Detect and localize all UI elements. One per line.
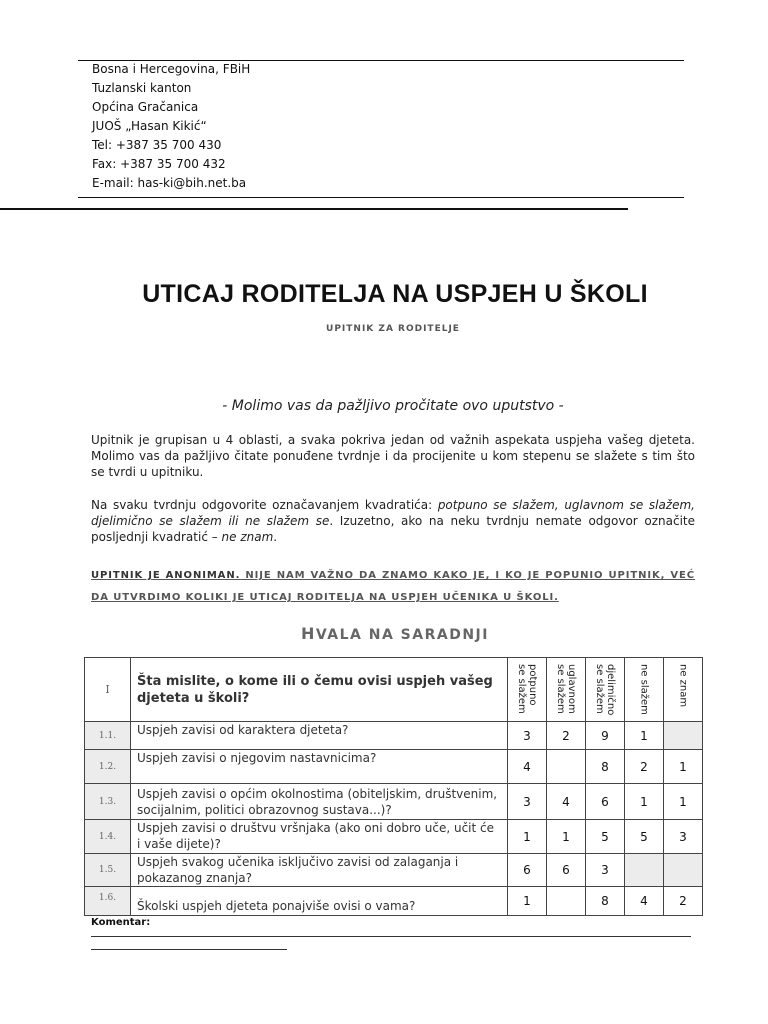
header-mostly-agree-label: uglavnom se slažem [555, 664, 577, 714]
table-row [85, 784, 703, 820]
answer-cell[interactable]: 2 [664, 887, 703, 916]
comment-line-2[interactable] [91, 949, 287, 950]
answer-cell[interactable]: 1 [508, 887, 547, 916]
answer-cell[interactable]: 3 [508, 784, 547, 820]
answer-cell[interactable]: 2 [625, 750, 664, 784]
header-line-fax: Fax: +387 35 700 432 [92, 157, 226, 171]
row-number: 1.4. [85, 820, 131, 854]
answer-cell[interactable]: 9 [586, 722, 625, 750]
table-row [85, 750, 703, 784]
section-question: Šta mislite, o kome ili o čemu ovisi uspjeh vašeg djeteta u školi? [131, 658, 508, 722]
answer-cell[interactable] [664, 854, 703, 887]
intro-paragraph: Upitnik je grupisan u 4 oblasti, a svaka pokriva jedan od važnih aspekata uspjeha vašeg djeteta. Molimo vas da pažljivo čitate ponuđene tvrdnje i da procijenite u kom stepenu se slažete s tim što se tvrdi u upitniku. [91, 433, 695, 479]
header-dont-know [664, 658, 703, 722]
survey-table [84, 657, 703, 916]
para2-dont-know: ne znam [221, 530, 274, 544]
header-divider-rule [0, 208, 628, 210]
answer-cell[interactable]: 1 [508, 820, 547, 854]
answer-cell[interactable]: 1 [664, 750, 703, 784]
answer-cell[interactable]: 5 [586, 820, 625, 854]
table-header-row [85, 658, 703, 722]
answer-cell[interactable]: 3 [586, 854, 625, 887]
para2-text-end: . [273, 530, 278, 544]
answer-cell[interactable]: 6 [586, 784, 625, 820]
header-partly-agree [586, 658, 625, 722]
answer-cell[interactable]: 3 [508, 722, 547, 750]
header-mostly-agree [547, 658, 586, 722]
answer-cell[interactable]: 5 [625, 820, 664, 854]
row-question: Uspjeh zavisi o društvu vršnjaka (ako oni dobro uče, učit će i vaše dijete)? [131, 820, 508, 854]
header-fully-agree [508, 658, 547, 722]
answer-cell[interactable]: 8 [586, 750, 625, 784]
anonymity-text: NIJE NAM VAŽNO DA ZNAMO KAKO JE, I KO JE POPUNIO UPITNIK, VEĆ DA UTVRDIMO KOLIKI JE UTICAJ RODITELJA NA USPJEH UČENIKA U ŠKOLI. [91, 570, 695, 603]
anonymity-note [91, 565, 695, 609]
header-line-school: JUOŠ „Hasan Kikić“ [92, 119, 207, 133]
header-dont-know-label: ne znam [677, 664, 689, 708]
answer-instructions-paragraph [91, 497, 695, 545]
answer-cell[interactable]: 6 [508, 854, 547, 887]
row-number: 1.5. [85, 854, 131, 887]
para2-options: potpuno se slažem, uglavnom se slažem, djelimično se slažem ili ne slažem se [91, 498, 695, 528]
para2-text-middle: . Izuzetno, ako na neku tvrdnju nemate odgovor označite posljednji kvadratić – [91, 514, 696, 544]
row-question: Uspjeh zavisi o njegovim nastavnicima? [131, 750, 508, 784]
header-line-municipality: Općina Gračanica [92, 100, 199, 114]
para2-text-before: Na svaku tvrdnju odgovorite označavanjem kvadratića: [91, 498, 438, 512]
answer-cell[interactable]: 8 [586, 887, 625, 916]
comment-label: Komentar: [91, 917, 151, 928]
row-question: Uspjeh zavisi od karaktera djeteta? [131, 722, 508, 750]
answer-cell[interactable]: 1 [625, 784, 664, 820]
answer-cell[interactable] [547, 750, 586, 784]
header-disagree-label: ne slažem [638, 664, 650, 715]
answer-cell[interactable]: 1 [547, 820, 586, 854]
row-number: 1.6. [85, 887, 131, 916]
header-disagree [625, 658, 664, 722]
document-subtitle: UPITNIK ZA RODITELJE [326, 324, 460, 334]
header-line-canton: Tuzlanski kanton [92, 81, 192, 95]
row-question: Uspjeh svakog učenika isključivo zavisi od zalaganja i pokazanog znanja? [131, 854, 508, 887]
answer-cell[interactable] [664, 722, 703, 750]
header-line-email: E-mail: has-ki@bih.net.ba [92, 176, 247, 190]
table-row [85, 887, 703, 916]
table-row [85, 854, 703, 887]
header-line-country: Bosna i Hercegovina, FBiH [92, 62, 251, 76]
answer-cell[interactable]: 3 [664, 820, 703, 854]
thanks-heading [0, 624, 768, 643]
anonymity-lead: UPITNIK JE ANONIMAN. [91, 570, 241, 581]
answer-cell[interactable]: 6 [547, 854, 586, 887]
thanks-rest: VALA NA SARADNJI [315, 627, 489, 643]
row-question: Uspjeh zavisi o općim okolnostima (obiteljskim, društvenim, socijalnim, politici obrazovnog sustava...)? [131, 784, 508, 820]
header-partly-agree-label: djelimično se slažem [594, 664, 616, 716]
answer-cell[interactable]: 4 [625, 887, 664, 916]
row-number: 1.1. [85, 722, 131, 750]
school-contact-block [92, 60, 250, 193]
table-row [85, 820, 703, 854]
answer-cell[interactable]: 2 [547, 722, 586, 750]
header-fully-agree-label: potpuno se slažem [516, 664, 538, 714]
table-row [85, 722, 703, 750]
answer-cell[interactable]: 4 [508, 750, 547, 784]
answer-cell[interactable]: 1 [664, 784, 703, 820]
header-bottom-rule [78, 197, 684, 198]
row-question: Školski uspjeh djeteta ponajviše ovisi o vama? [131, 887, 508, 916]
answer-cell[interactable] [625, 854, 664, 887]
row-number: 1.3. [85, 784, 131, 820]
answer-cell[interactable] [547, 887, 586, 916]
row-number: 1.2. [85, 750, 131, 784]
section-number: I [85, 658, 131, 722]
header-line-phone: Tel: +387 35 700 430 [92, 138, 222, 152]
answer-cell[interactable]: 4 [547, 784, 586, 820]
document-title: UTICAJ RODITELJA NA USPJEH U ŠKOLI [142, 280, 648, 308]
instruction-heading: - Molimo vas da pažljivo pročitate ovo uputstvo - [222, 398, 564, 414]
answer-cell[interactable]: 1 [625, 722, 664, 750]
thanks-first-letter: H [301, 624, 316, 643]
comment-line-1[interactable] [91, 936, 691, 937]
